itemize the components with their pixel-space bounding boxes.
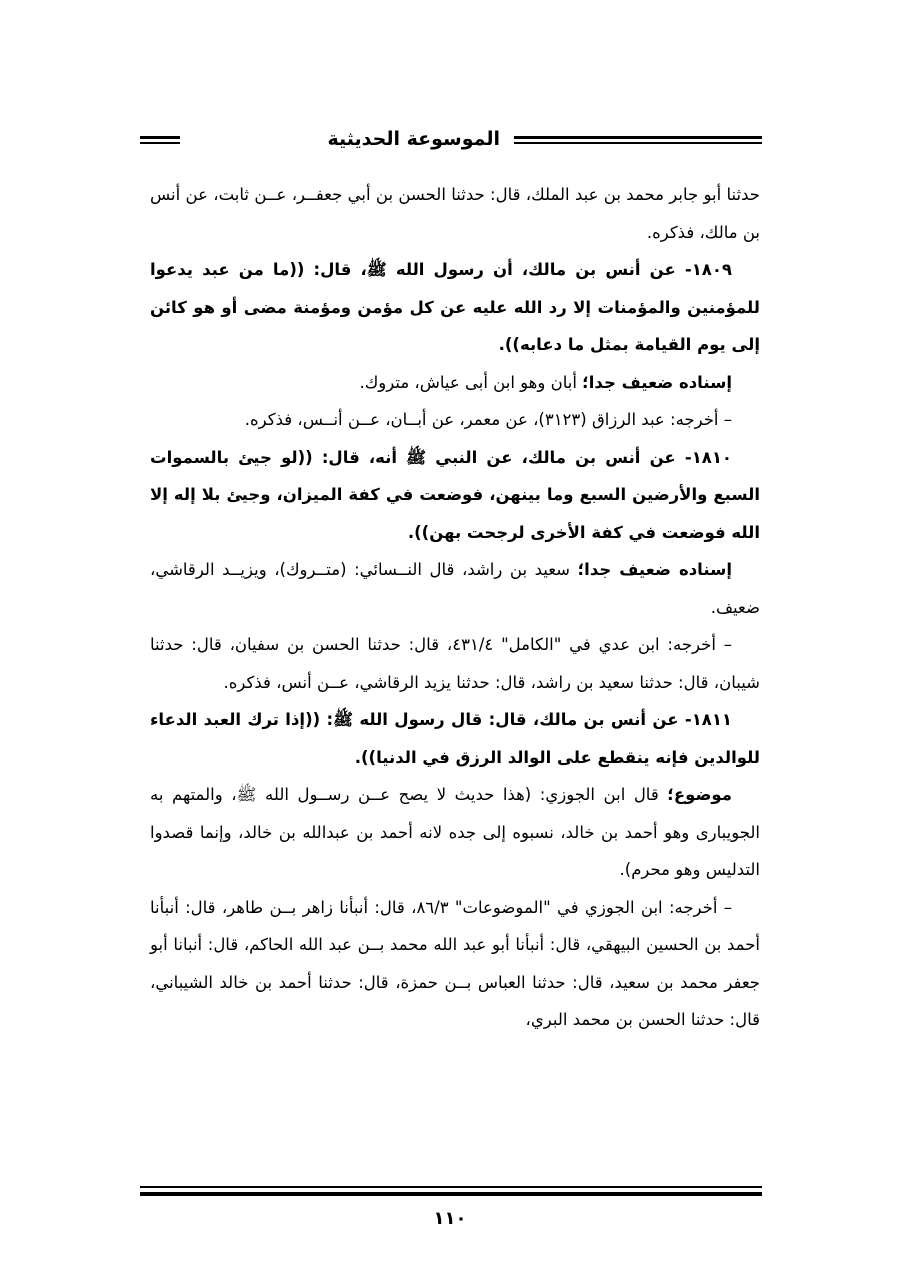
grading-label: إسناده ضعيف جدا؛ [582, 372, 732, 392]
grading-1811 [150, 776, 760, 889]
footer-rule [140, 1186, 762, 1196]
paragraph-chain-continuation: حدثنا أبو جابر محمد بن عبد الملك، قال: حدثنا الحسن بن أبي جعفــر، عــن ثابت، عن أنس بن مالك، فذكره. [150, 185, 760, 242]
takhrij-1811: – أخرجه: ابن الجوزي في "الموضوعات" ٨٦/٣، قال: أنبأنا زاهر بــن طاهر، قال: أنبأنا أحمد بن الحسين البيهقي، قال: أنبأنا أبو عبد الله محمد بــن عبد الله الحاكم، قال: أنبانا أبو جعفر محمد بن سعيد، قال: حدثنا العباس بــن حمزة، قال: حدثنا أحمد بن خالد الشيباني، قال: حدثنا الحسن بن محمد البري، [150, 897, 760, 1029]
header-title: الموسوعة الحديثية [316, 126, 513, 152]
hadith-1811: ١٨١١- عن أنس بن مالك، قال: قال رسول الله ﷺ: ((إذا ترك العبد الدعاء للوالدين فإنه ينقطع على الوالد الرزق في الدنيا)). [150, 710, 760, 767]
grading-text: سعيد بن راشد، قال النــسائي: (متــروك)، ويزيــد الرقاشي، ضعيف. [150, 560, 760, 617]
page-number: ١١٠ [433, 1208, 467, 1229]
grading-label: موضوع؛ [667, 785, 732, 804]
header-rule-right [514, 136, 762, 144]
header-rule-left [140, 136, 180, 144]
grading-1809 [150, 364, 760, 402]
hadith-1810: ١٨١٠- عن أنس بن مالك، عن النبي ﷺ أنه، قال: ((لو جيئ بالسموات السبع والأرضين السبع وما بينهن، فوضعت في كفة الميزان، وجيئ بلا إله إلا الله فوضعت في كفة الأخرى لرجحت بهن)). [150, 447, 760, 542]
takhrij-1809: – أخرجه: عبد الرزاق (٣١٢٣)، عن معمر، عن أبــان، عــن أنــس، فذكره. [244, 410, 732, 429]
page-body [150, 176, 760, 1039]
grading-1810 [150, 551, 760, 626]
grading-text: قال ابن الجوزي: (هذا حديث لا يصح عــن رســول الله ﷺ، والمتهم به الجويبارى وهو أحمد بن خالد، نسبوه إلى جده لانه أحمد بن عبدالله بن خالد، وإنما قصدوا التدليس وهو محرم). [150, 785, 760, 879]
grading-text: أبان وهو ابن أبى عياش، متروك. [359, 372, 583, 392]
running-header [140, 126, 762, 156]
hadith-1809: ١٨٠٩- عن أنس بن مالك، أن رسول الله ﷺ، قال: ((ما من عبد يدعوا للمؤمنين والمؤمنات إلا رد الله عليه عن كل مؤمن ومؤمنة مضى أو هو كائن إلى يوم القيامة بمثل ما دعابه)). [150, 260, 760, 354]
grading-label: إسناده ضعيف جدا؛ [577, 560, 732, 579]
takhrij-1810: – أخرجه: ابن عدي في "الكامل" ٤٣١/٤، قال: حدثنا الحسن بن سفيان، قال: حدثنا شيبان، قال: حدثنا سعيد بن راشد، قال: حدثنا يزيد الرقاشي، عــن أنس، فذكره. [150, 635, 760, 692]
